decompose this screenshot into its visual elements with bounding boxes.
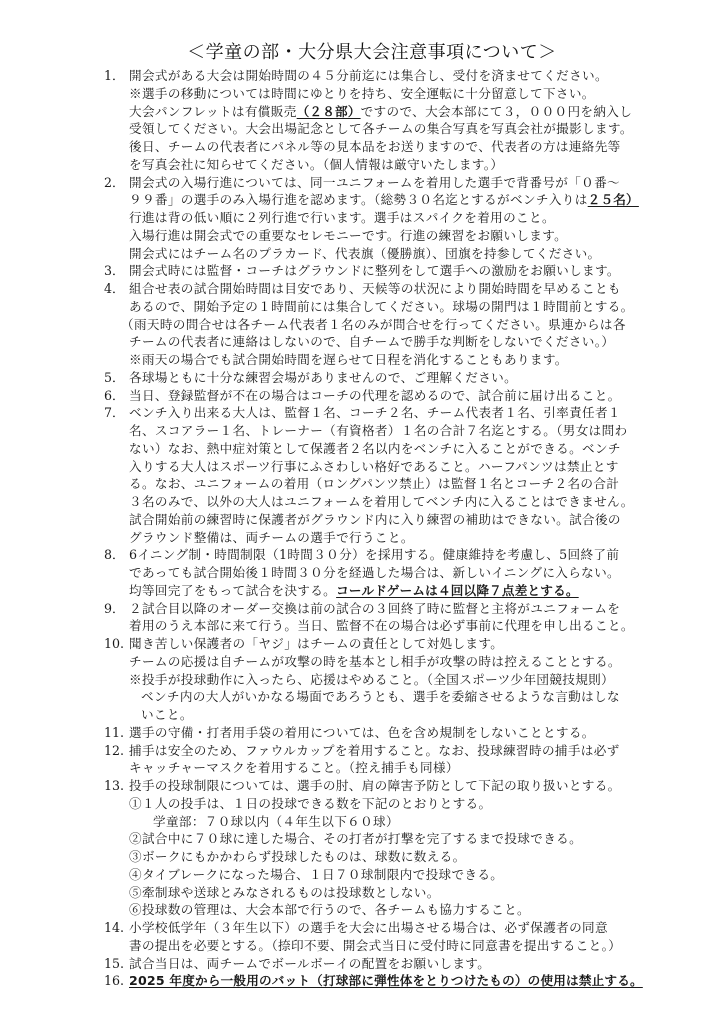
item-number: 8． xyxy=(104,547,125,563)
item-body xyxy=(129,742,624,778)
text-line: 受領してください。大会出場記念として各チームの集合写真を写真会社が撮影します。 xyxy=(129,121,633,137)
item-number: 7． xyxy=(104,405,125,421)
text-line: チームの応援は自チームが攻撃の時を基本とし相手が攻撃の時は控えることとする。 xyxy=(129,653,621,669)
text-line: ベンチ入り出来る大人は、監督１名、コーチ２名、チーム代表者１名、引率責任者１ xyxy=(129,405,621,421)
item-body xyxy=(129,387,624,405)
text-line: 開会式にはチーム名のプラカード、代表旗（優勝旗）、団旗を持参してください。 xyxy=(129,245,601,261)
list-item xyxy=(104,635,624,724)
text-segment: 均等回完了をもって試合を決する。 xyxy=(129,582,337,598)
text-line: 書の提出を必要とする。（捺印不要、開会式当日に受付時に同意書を提出すること。） xyxy=(129,937,622,953)
emphasized-text: ２５名） xyxy=(587,192,639,208)
text-line: チームの代表者に連絡はしないので、自チームで勝手な判断をしないでください。） xyxy=(129,334,615,350)
item-body xyxy=(129,546,624,599)
text-segment: 大会パンフレットは有償販売 xyxy=(129,103,297,119)
text-line: ⑥投球数の管理は、大会本部で行うので、各チームも協力すること。 xyxy=(129,902,531,918)
text-line: 開会式の入場行進については、同一ユニフォームを着用した選手で背番号が「０番～ xyxy=(129,174,620,190)
item-number: 3． xyxy=(104,263,125,279)
text-line: キャッチャーマスクを着用すること。（控え捕手も同様） xyxy=(129,760,459,776)
item-body xyxy=(129,724,624,742)
list-item xyxy=(104,600,634,636)
item-number: 16. xyxy=(104,973,125,989)
item-body xyxy=(129,262,624,280)
text-line: であっても試合開始後１時間３０分を経過した場合は、新しいイニングに入らない。 xyxy=(129,565,620,580)
item-body xyxy=(129,972,643,990)
item-number: 5． xyxy=(104,369,125,385)
emphasized-text: （２８部） xyxy=(296,103,361,119)
text-line: いこと。 xyxy=(141,707,193,722)
text-line xyxy=(129,972,643,990)
item-number: 9． xyxy=(104,600,125,616)
list-item xyxy=(104,777,624,919)
item-body xyxy=(129,67,633,174)
text-line: 入りする大人はスポーツ行事にふさわしい格好であること。ハーフパンツは禁止とす xyxy=(129,458,619,474)
item-number: 6． xyxy=(104,387,125,403)
text-line: 当日、登録監督が不在の場合はコーチの代理を認めるので、試合前に届け出ること。 xyxy=(129,387,621,403)
text-line: ベンチ内の大人がいかなる場面であろうとも、選手を委縮させるような言動はしな xyxy=(141,689,620,705)
text-line: 組合せ表の試合開始時間は目安であり、天候等の状況により開始時間を早めることも xyxy=(129,281,621,296)
list-item xyxy=(104,280,634,369)
list-item xyxy=(104,972,643,990)
list-item xyxy=(104,404,634,546)
text-line xyxy=(129,191,639,209)
list-item xyxy=(104,67,633,174)
text-line: ⑤牽制球や送球とみなされるものは投球数としない。 xyxy=(129,884,440,900)
item-number: 14. xyxy=(104,920,125,935)
text-line: 聞き苦しい保護者の「ヤジ」はチームの責任として対処します。 xyxy=(129,636,504,651)
text-line: ３名のみで、以外の大人はユニフォームを着用してベンチ内に入ることはできません。 xyxy=(129,494,634,509)
item-number: 10. xyxy=(104,636,125,651)
item-body xyxy=(129,919,624,955)
notice-list xyxy=(104,67,643,990)
item-body xyxy=(129,777,624,919)
item-number: 2． xyxy=(104,174,125,190)
item-number: 11. xyxy=(104,724,125,740)
text-line: 開会式時には監督・コーチはグラウンドに整列をして選手への激励をお願いします。 xyxy=(129,263,620,279)
text-line: （雨天時の問合せは各チーム代表者１名のみが問合せを行ってください。県連からは各 xyxy=(121,316,626,332)
text-line: 投手の投球制限については、選手の肘、肩の障害予防として下記の取り扱いとする。 xyxy=(129,778,621,793)
text-line: 後日、チームの代表者にパネル等の見本品をお送りますので、代表者の方は連絡先等 xyxy=(129,139,621,154)
list-item xyxy=(104,724,624,742)
emphasized-text: 2025 年度から一般用のバット（打球部に弾性体をとりつけたもの）の使用は禁止する。 xyxy=(129,973,643,989)
text-line: 学童部：７０球以内（４年生以下６０球） xyxy=(153,813,399,829)
text-line: ④タイブレークになった場合、１日７０球制限内で投球できる。 xyxy=(129,866,504,882)
text-line: 名、スコアラー１名、トレーナー（有資格者）１名の合計７名迄とする。（男女は問わ xyxy=(129,423,628,438)
text-line: 試合開始前の練習時に保護者がグラウンド内に入り練習の補助はできない。試合後の xyxy=(129,511,621,527)
list-item xyxy=(104,919,624,955)
text-line: あるので、開始予定の１時間前には集合してください。球場の開門は１時間前とする。 xyxy=(129,298,634,314)
text-segment: ９９番」の選手のみ入場行進を認めます。（総勢３０名迄とするがベンチ入りは xyxy=(129,192,588,208)
text-line: 小学校低学年（３年生以下）の選手を大会に出場させる場合は、必ず保護者の同意 xyxy=(129,920,608,935)
text-line: を写真会社に知らせてください。（個人情報は厳守いたします。） xyxy=(129,156,504,172)
item-number: 4． xyxy=(104,281,125,296)
text-line: 入場行進は開会式での重要なセレモニーです。行進の練習をお願いします。 xyxy=(129,227,568,243)
text-line: 試合当日は、両チームでボールボーイの配置をお願いします。 xyxy=(129,955,491,971)
list-item xyxy=(104,742,624,778)
text-line: ③ボークにもかかわらず投球したものは、球数に数える。 xyxy=(129,849,466,864)
text-line: 6イニング制・時間制限（1時間３０分）を採用する。健康維持を考慮し、5回終了前 xyxy=(129,547,620,563)
text-line: る。なお、ユニフォームの着用（ロングパンツ禁止）は監督１名とコーチ２名の合計 xyxy=(129,476,620,492)
list-item xyxy=(104,369,624,387)
page-title: ＜学童の部・大分県大会注意事項について＞ xyxy=(187,42,557,63)
text-line: ※選手の移動については時間にゆとりを持ち、安全運転に十分留意して下さい。 xyxy=(129,85,595,101)
item-number: 12. xyxy=(104,742,125,758)
text-line: 行進は背の低い順に２列行進で行います。選手はスパイクを着用のこと。 xyxy=(129,210,555,225)
list-item xyxy=(104,262,624,280)
text-line: 捕手は安全のため、ファウルカップを着用すること。なお、投球練習時の捕手は必ず xyxy=(129,742,620,758)
text-line: 開会式がある大会は開始時間の４５分前迄には集合し、受付を済ませてください。 xyxy=(129,68,608,83)
item-body xyxy=(129,600,634,636)
text-line: グラウンド整備は、両チームの選手で行うこと。 xyxy=(129,529,414,545)
list-item xyxy=(104,174,639,263)
text-line: ※投手が投球動作に入ったら、応援はやめること。（全国スポーツ少年団競技規則） xyxy=(129,671,615,687)
text-line xyxy=(129,582,624,600)
list-item xyxy=(104,955,624,973)
text-line: 選手の守備・打者用手袋の着用については、色を含め規制をしないこととする。 xyxy=(129,724,595,740)
text-line: ２試合目以降のオーダー交換は前の試合の３回終了時に監督と主将がユニフォームを xyxy=(129,600,621,616)
item-body xyxy=(129,404,634,546)
text-line xyxy=(129,103,633,121)
text-segment: ですので、大会本部にて３，０００円を納入し xyxy=(360,103,633,119)
item-body xyxy=(121,280,634,369)
text-line: ※雨天の場合でも試合開始時間を遅らせて日程を消化することもあります。 xyxy=(129,352,568,367)
item-body xyxy=(129,369,624,387)
emphasized-text: コールドゲームは４回以降７点差とする。 xyxy=(336,582,579,598)
text-line: ②試合中に７０球に達した場合、その打者が打撃を完了するまで投球できる。 xyxy=(129,831,583,847)
item-number: 15. xyxy=(104,955,125,971)
item-body xyxy=(129,174,639,263)
text-line: 着用のうえ本部に来て行う。当日、監督不在の場合は必ず事前に代理を申し出ること。 xyxy=(129,618,634,634)
text-line: ない）なお、熱中症対策として保護者２名以内をベンチに入ることができる。ベンチ xyxy=(129,440,621,456)
text-line: ①１人の投手は、１日の投球できる数を下記のとおりとする。 xyxy=(129,795,492,811)
item-body xyxy=(129,635,624,724)
item-number: 13. xyxy=(104,778,125,793)
item-number: 1． xyxy=(104,68,125,83)
list-item xyxy=(104,387,624,405)
text-line: 各球場ともに十分な練習会場がありませんので、ご理解ください。 xyxy=(129,369,518,385)
item-body xyxy=(129,955,624,973)
list-item xyxy=(104,546,624,599)
